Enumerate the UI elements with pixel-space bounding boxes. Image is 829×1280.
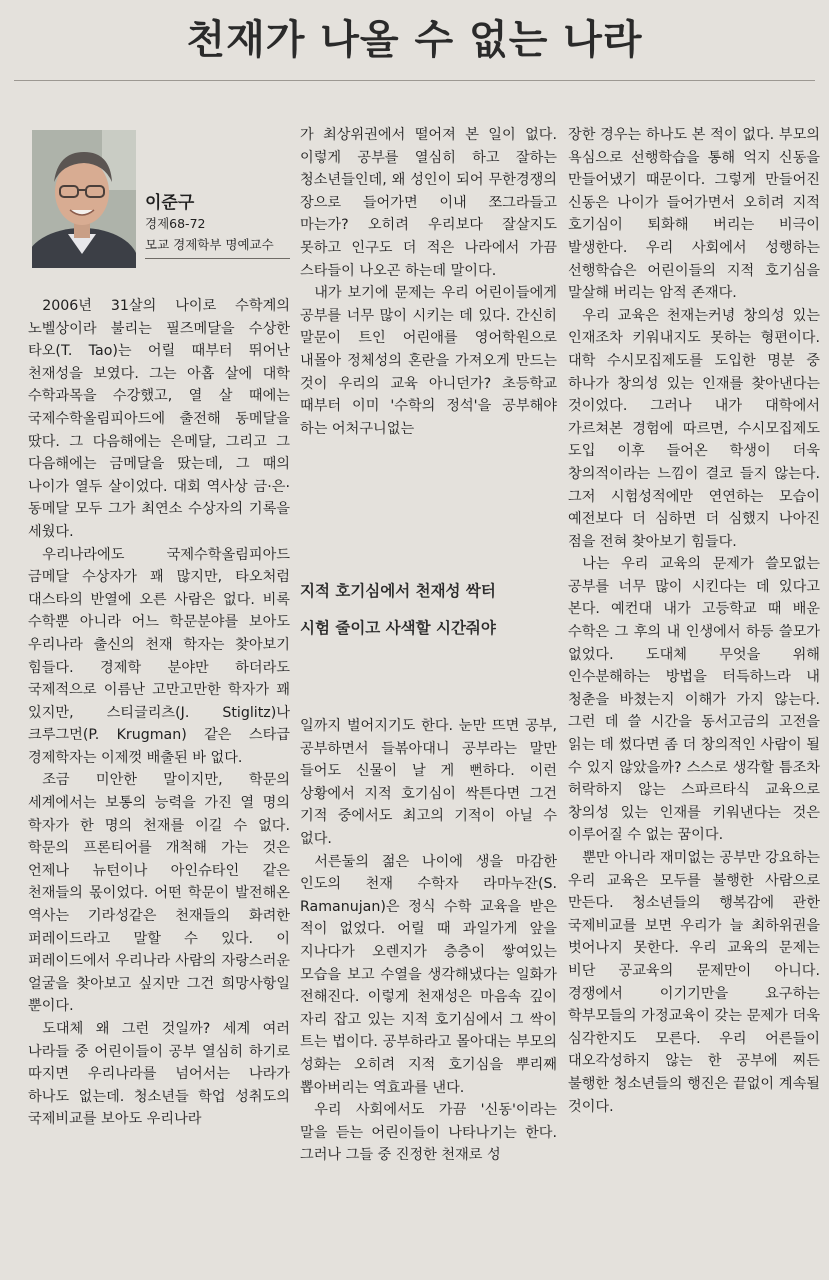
paragraph: 우리나라에도 국제수학올림피아드 금메달 수상자가 꽤 많지만, 타오처럼 대스타의 반열에 오른 사람은 없다. 비록 수학뿐 아니라 어느 학문분야를 보아도 우리나라 출신의 천재 학자는 찾아보기 힘들다. 경제학 분야만 하더라도 국제적으로 이름난 고만고만한 학자가 꽤 있지만, 스티글리츠(J. Stiglitz)나 크루그먼(P. Krugman) 같은 스타급 경제학자는 이제껏 배출된 바 없다.	[28, 546, 290, 766]
article-column-3	[568, 124, 820, 1274]
pull-quote-line: 지적 호기심에서 천재성 싹터	[300, 581, 496, 600]
paragraph: 뿐만 아니라 재미없는 공부만 강요하는 우리 교육은 모두를 불행한 사람으로 만든다. 청소년들의 행복감에 관한 국제비교를 보면 우리가 늘 최하위권을 벗어나지 못한다. 우리 교육의 문제는 비단 공교육의 문제만이 아니다. 경쟁에서 이기기만을 요구하는 학부모들의 가정교육이 갖는 문제가 더욱 심각한지도 모른다. 우리 어른들이 대오각성하지 않는 한 공부에 찌든 불행한 청소년들의 행진은 끝없이 계속될 것이다.	[568, 850, 820, 1115]
author-divider	[145, 258, 290, 259]
paragraph: 나는 우리 교육의 문제가 쓸모없는 공부를 너무 많이 시킨다는 데 있다고 본다. 예컨대 내가 고등학교 때 배운 수학은 그 후의 내 인생에서 하등 쓸모가 없었다. 도대체 무엇을 위해 인수분해하는 방법을 터득하느라 내 청춘을 바쳤는지 이해가 가지 않는다. 그런 데 쓸 시간을 동서고금의 고전을 읽는 데 썼다면 좀 더 창의적인 사람이 될 수 있지 않았을까? 스스로 생각할 틈조차 허락하지 않는 스파르타식 교육으로 창의성 있는 인재를 키워낸다는 것은 이루어질 수 없는 꿈이다.	[568, 556, 820, 844]
paragraph: 도대체 왜 그런 것일까? 세계 여러 나라들 중 어린이들이 공부 열심히 하기로 따지면 우리나라를 넘어서는 나라가 하나도 없는데. 청소년들 학업 성취도의 국제비교를 보아도 우리나라	[28, 1021, 290, 1128]
author-position: 모교 경제학부 명예교수	[145, 237, 274, 252]
paragraph: 우리 교육은 천재는커녕 창의성 있는 인재조차 키워내지도 못하는 형편이다. 대학 수시모집제도를 도입한 명분 중 하나가 창의성 있는 인재를 찾아낸다는 것이었다. 그러나 내가 대학에서 가르쳐본 경험에 따르면, 수시모집제도 도입 이후 들어온 학생이 더욱 창의적이라는 느낌이 결코 들지 않는다. 그저 시험성적에만 연연하는 모습이 예전보다 더 심하면 더 심했지 나아진 점을 전혀 찾아보기 힘들다.	[568, 307, 820, 550]
paragraph: 서른둘의 젊은 나이에 생을 마감한 인도의 천재 수학자 라마누잔(S. Ramanujan)은 정식 수학 교육을 받은 적이 없었다. 어릴 때 과일가게 앞을 지나다가 오렌지가 층층이 쌓여있는 모습을 보고 수열을 생각해냈다는 일화가 전해진다. 이렇게 천재성은 마음속 깊이 자리 잡고 있는 지적 호기심에서 그 싹이 트는 법이다. 공부하라고 몰아대는 부모의 성화는 오히려 지적 호기심을 뿌리째 뽑아버리는 역효과를 낸다.	[300, 853, 557, 1096]
paragraph: 내가 보기에 문제는 우리 어린이들에게 공부를 너무 많이 시키는 데 있다. 간신히 말문이 트인 어린애를 영어학원으로 내몰아 정체성의 혼란을 가져오게 만드는 것이 우리의 교육 아니던가? 초등학교 때부터 이미 '수학의 정석'을 공부해야 하는 어처구니없는	[300, 285, 557, 437]
article-column-2-top	[300, 124, 557, 558]
paragraph: 장한 경우는 하나도 본 적이 없다. 부모의 욕심으로 선행학습을 통해 억지 신동을 만들어냈기 때문이다. 그렇게 만들어진 신동은 나이가 들어가면서 오히려 지적 호기심이 퇴화해 버리는 비극이 발생한다. 우리 사회에서 성행하는 선행학습은 어린이들의 지적 호기심을 말살해 버리는 암적 존재다.	[568, 127, 820, 302]
pull-quote	[300, 572, 557, 646]
paragraph: 가 최상위권에서 떨어져 본 일이 없다. 이렇게 공부를 열심히 하고 잘하는 청소년들인데, 왜 성인이 되어 무한경쟁의 장으로 들어가면 이내 쪼그라들고 마는가? 오히려 우리보다 잘살지도 못하고 인구도 더 적은 나라에서 가끔 스타들이 나오곤 하는데 말이다.	[300, 127, 557, 279]
article-column-2-bottom	[300, 715, 557, 1275]
author-name: 이준구	[145, 193, 195, 213]
paragraph: 2006년 31살의 나이로 수학계의 노벨상이라 불리는 필즈메달을 수상한 타오(T. Tao)는 어릴 때부터 뛰어난 천재성을 보였다. 그는 아홉 살에 대학 수학과목을 수강했고, 열 살 때에는 국제수학올림피아드에 출전해 동메달을 땄다. 그 다음해에는 은메달, 그리고 그 다음해에는 금메달을 땄는데, 그 때의 나이가 열두 살이었다. 대회 역사상 금·은·동메달 모두 그가 최연소 수상자의 기록을 세웠다.	[28, 298, 290, 540]
author-class: 경제68-72	[145, 216, 206, 231]
article-title: 천재가 나올 수 없는 나라	[186, 17, 643, 63]
paragraph: 일까지 벌어지기도 한다. 눈만 뜨면 공부, 공부하면서 들볶아대니 공부라는 말만 들어도 신물이 날 게 뻔하다. 이런 상황에서 지적 호기심이 싹튼다면 그건 기적 중에서도 최고의 기적이 아닐 수 없다.	[300, 718, 557, 847]
article-column-1	[28, 295, 290, 1275]
author-photo	[32, 130, 136, 268]
paragraph: 우리 사회에서도 가끔 '신동'이라는 말을 듣는 어린이들이 나타나기는 한다. 그러나 그들 중 진정한 천재로 성	[300, 1102, 557, 1164]
title-divider	[14, 80, 815, 81]
pull-quote-line: 시험 줄이고 사색할 시간줘야	[300, 618, 496, 637]
paragraph: 조금 미안한 말이지만, 학문의 세계에서는 보통의 능력을 가진 열 명의 학자가 한 명의 천재를 이길 수 없다. 학문의 프론티어를 개척해 가는 것은 언제나 뉴턴이나 아인슈타인 같은 천재들의 몫이었다. 어떤 학문이 발전해온 역사는 기라성같은 천재들의 화려한 퍼레이드라고 말할 수 있다. 이 퍼레이드에서 우리나라 사람의 자랑스러운 얼굴을 찾아보고 싶지만 그건 희망사항일 뿐이다.	[28, 772, 290, 1015]
